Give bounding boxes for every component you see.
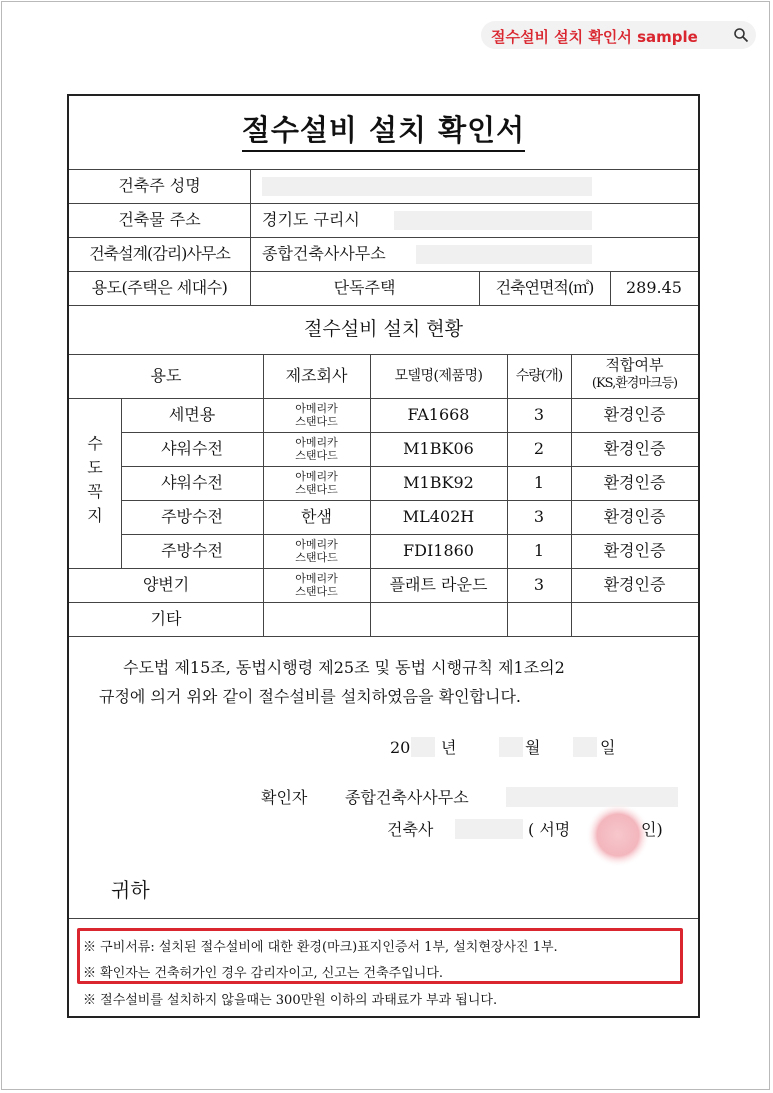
row-use: 기타 (150, 609, 182, 628)
date-year-prefix: 20 (390, 738, 411, 757)
rule (69, 918, 698, 919)
row-qty: 2 (533, 439, 545, 458)
rule (121, 500, 698, 501)
document-title: 절수설비 설치 확인서 (69, 116, 698, 145)
designer-value: 종합건축사사무소 (262, 244, 386, 263)
redacted-owner-name (262, 177, 592, 196)
confirmation-document (67, 94, 700, 1018)
rule (69, 398, 698, 399)
faucet-group-label: 수 도 꼭 지 (87, 434, 103, 525)
row-qty: 3 (533, 507, 545, 526)
rule (69, 203, 698, 204)
rule (571, 354, 572, 636)
row-conformity: 환경인증 (603, 507, 666, 526)
row-model: M1BK06 (403, 439, 474, 458)
area-value: 289.45 (626, 278, 682, 297)
date-day-label: 일 (600, 738, 616, 757)
confirmer-label: 확인자 (261, 788, 308, 807)
statement-line: 규정에 의거 위와 같이 절수설비를 설치하였음을 확인합니다. (99, 687, 522, 706)
row-qty: 3 (533, 575, 545, 594)
redacted-day (573, 737, 597, 757)
row-maker: 아메리카 스탠다드 (295, 470, 338, 496)
row-conformity: 환경인증 (603, 473, 666, 492)
designer-label: 건축설계(감리)사무소 (89, 244, 230, 263)
redacted-office-name (416, 245, 592, 264)
sign-close: 인) (641, 820, 663, 839)
row-use: 샤워수전 (161, 473, 223, 492)
header-model: 모델명(제품명) (394, 368, 483, 384)
rule (69, 354, 698, 355)
header-use: 용도 (150, 366, 182, 385)
header-conformity-sub: (KS,환경마크등) (591, 376, 678, 391)
rule (69, 169, 698, 170)
row-maker: 아메리카 스탠다드 (295, 436, 338, 462)
architect-label: 건축사 (387, 820, 434, 839)
note-line: ※ 구비서류: 설치된 절수설비에 대한 환경(마크)표지인증서 1부, 설치현장사진 1부. (83, 940, 558, 955)
row-maker: 아메리카 스탠다드 (295, 572, 338, 598)
row-conformity: 환경인증 (603, 541, 666, 560)
rule (121, 534, 698, 535)
row-model: 플래트 라운드 (389, 575, 488, 594)
row-use: 양변기 (142, 575, 190, 594)
row-use: 샤워수전 (161, 439, 223, 458)
rule (69, 237, 698, 238)
date-year-label: 년 (441, 738, 457, 757)
rule (69, 305, 698, 306)
rule (69, 602, 698, 603)
search-query: 절수설비 설치 확인서 sample (491, 28, 698, 46)
row-use: 주방수전 (161, 507, 223, 526)
row-model: M1BK92 (403, 473, 474, 492)
row-maker: 아메리카 스탠다드 (295, 538, 338, 564)
row-conformity: 환경인증 (603, 405, 666, 424)
row-use: 주방수전 (161, 541, 223, 560)
rule (69, 568, 698, 569)
row-conformity: 환경인증 (603, 439, 666, 458)
row-conformity: 환경인증 (603, 575, 666, 594)
note-line: ※ 확인자는 건축허가인 경우 감리자이고, 신고는 건축주입니다. (83, 966, 444, 981)
statement-line: 수도법 제15조, 동법시행령 제25조 및 동법 시행규칙 제1조의2 (123, 658, 565, 677)
rule (69, 271, 698, 272)
header-conformity: 적합여부 (605, 356, 664, 374)
row-qty: 1 (533, 541, 545, 560)
search-icon[interactable] (733, 27, 749, 43)
rule (69, 636, 698, 637)
row-model: ML402H (402, 507, 475, 526)
note-line: ※ 절수설비를 설치하지 않을때는 300만원 이하의 과태료가 부과 됩니다. (83, 993, 498, 1008)
sign-open: ( 서명 (528, 820, 571, 839)
redacted-month (499, 737, 523, 757)
row-model: FDI1860 (403, 541, 474, 560)
rule (507, 354, 508, 636)
addressee: 귀하 (111, 878, 150, 902)
row-qty: 3 (533, 405, 545, 424)
use-value: 단독주택 (333, 278, 396, 297)
header-maker: 제조회사 (285, 366, 348, 385)
redacted-architect (455, 819, 523, 839)
row-use: 세면용 (168, 405, 216, 424)
address-label: 건축물 주소 (118, 210, 201, 229)
row-model: FA1668 (407, 405, 470, 424)
rule (121, 466, 698, 467)
redacted-address (394, 211, 592, 230)
use-label: 용도(주택은 세대수) (91, 278, 228, 297)
address-value: 경기도 구리시 (262, 210, 360, 229)
owner-label: 건축주 성명 (118, 176, 201, 195)
search-bar[interactable] (481, 21, 756, 49)
date-month-label: 월 (525, 738, 541, 757)
row-maker: 아메리카 스탠다드 (295, 402, 338, 428)
row-maker: 한샘 (301, 507, 332, 526)
area-label: 건축연면적(㎡) (495, 278, 594, 297)
row-qty: 1 (533, 473, 545, 492)
redacted-year (411, 737, 435, 757)
rule (370, 354, 371, 636)
header-qty: 수량(개) (515, 368, 563, 384)
confirmer-office: 종합건축사사무소 (345, 788, 469, 807)
rule (121, 432, 698, 433)
status-title: 절수설비 설치 현황 (304, 318, 463, 340)
